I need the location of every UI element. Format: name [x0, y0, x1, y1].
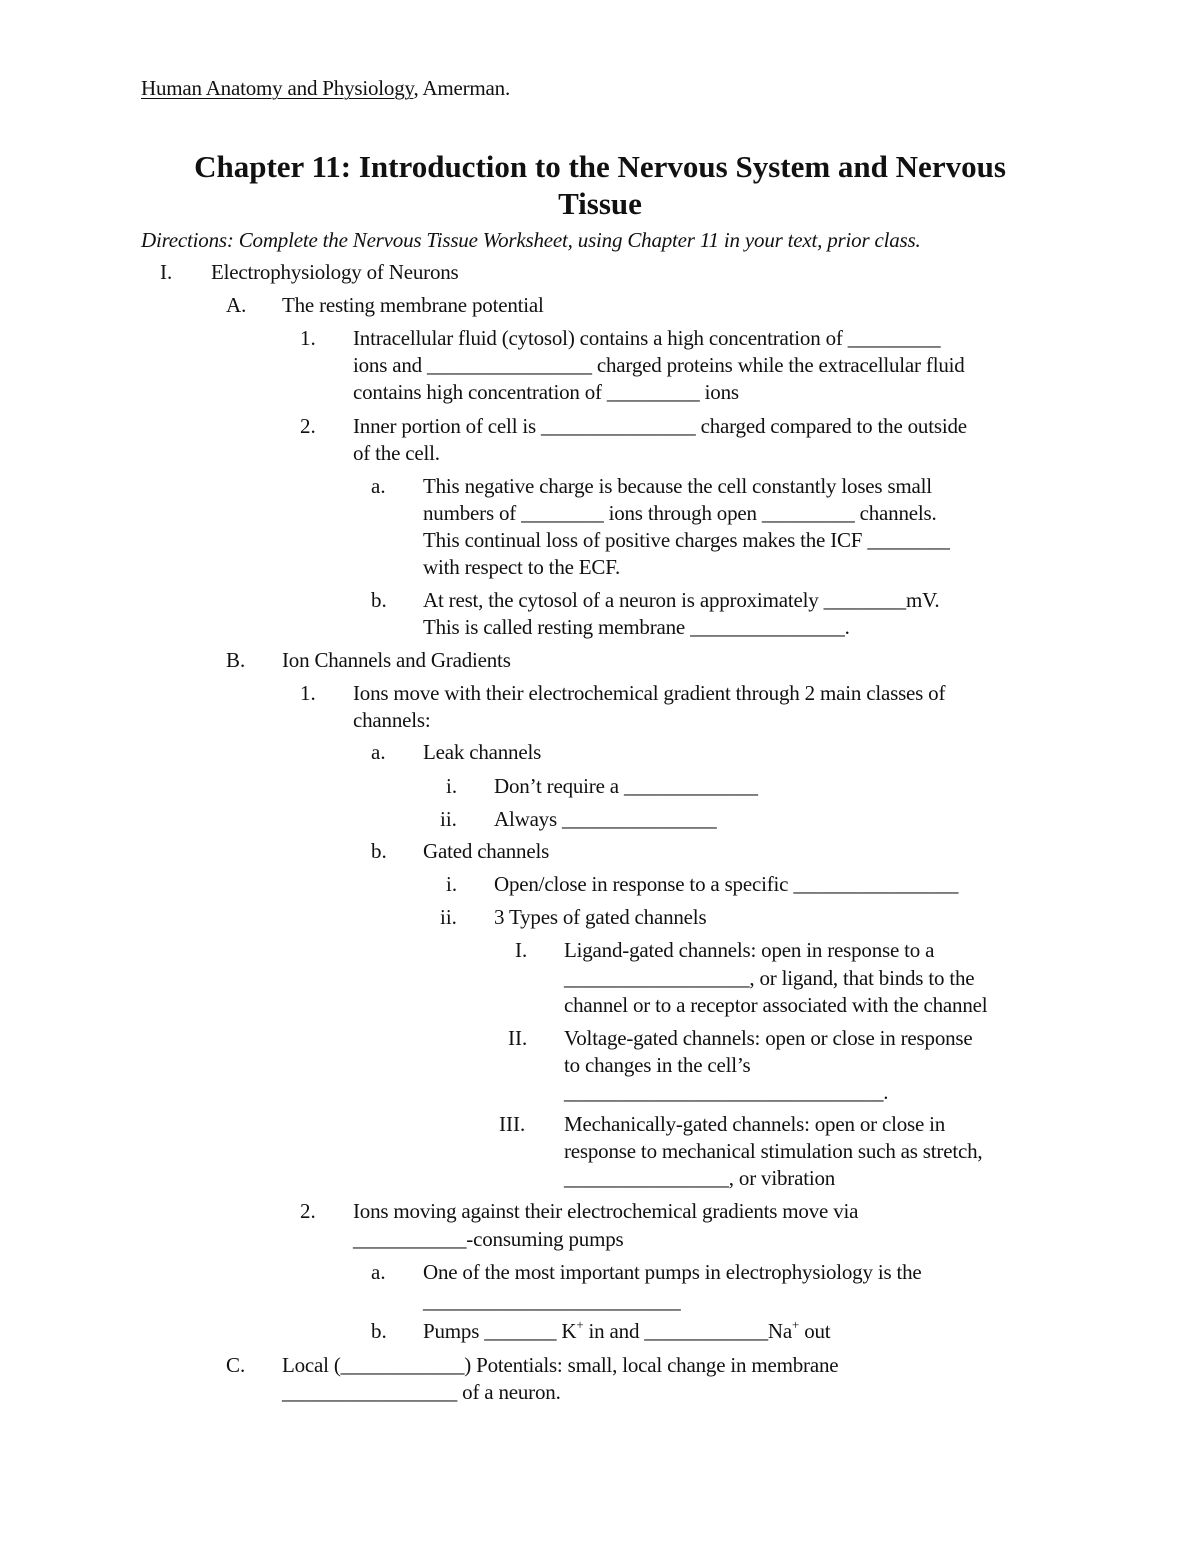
item-a2a-marker: a.: [371, 474, 386, 498]
item-b1a-ii-text: Always _______________: [494, 807, 717, 831]
gated-type-iii-line: response to mechanical stimulation such as stretch,: [564, 1139, 983, 1163]
gated-type-ii-marker: II.: [508, 1026, 528, 1050]
item-a2a-line: This negative charge is because the cell constantly loses small: [423, 474, 932, 498]
item-a2b-line: This is called resting membrane _______________.: [423, 615, 850, 639]
item-b2b-post: out: [799, 1319, 831, 1343]
item-b1-line: channels:: [353, 708, 431, 732]
gated-type-ii-line: Voltage-gated channels: open or close in response: [564, 1026, 973, 1050]
item-b2b-text: [423, 1318, 830, 1345]
gated-type-i-marker: I.: [515, 938, 528, 962]
directions: Directions: Complete the Nervous Tissue Worksheet, using Chapter 11 in your text, prior class.: [141, 228, 921, 252]
item-b1b-heading: Gated channels: [423, 839, 550, 863]
page-title-line-1: Chapter 11: Introduction to the Nervous System and Nervous: [194, 149, 1006, 184]
item-b1b-marker: b.: [371, 839, 387, 863]
item-b2b-mid: in and ____________Na: [583, 1319, 792, 1343]
gated-type-iii-line: Mechanically-gated channels: open or close in: [564, 1112, 946, 1136]
item-a2a-line: with respect to the ECF.: [423, 555, 621, 579]
section-c-line: Local (____________) Potentials: small, local change in membrane: [282, 1353, 839, 1377]
book-title: Human Anatomy and Physiology: [141, 76, 414, 100]
item-b1a-i-text: Don’t require a _____________: [494, 774, 758, 798]
section-c-marker: C.: [226, 1353, 246, 1377]
item-b2a-line: _________________________: [423, 1289, 681, 1313]
gated-type-ii-line: to changes in the cell’s: [564, 1053, 751, 1077]
item-b2a-line: One of the most important pumps in electrophysiology is the: [423, 1260, 922, 1284]
section-i-marker: I.: [160, 260, 173, 284]
item-b1-line: Ions move with their electrochemical gradient through 2 main classes of: [353, 681, 946, 705]
item-a2-marker: 2.: [300, 414, 316, 438]
item-a2-line: of the cell.: [353, 441, 440, 465]
item-b2-line: Ions moving against their electrochemical gradients move via: [353, 1199, 859, 1223]
gated-type-iii-line: ________________, or vibration: [564, 1166, 836, 1190]
item-b1-marker: 1.: [300, 681, 316, 705]
item-a2b-marker: b.: [371, 588, 387, 612]
section-c-line: _________________ of a neuron.: [282, 1380, 561, 1404]
item-a2-line: Inner portion of cell is _______________ charged compared to the outside: [353, 414, 967, 438]
item-a2a-line: numbers of ________ ions through open _________ channels.: [423, 501, 937, 525]
item-a1-line: Intracellular fluid (cytosol) contains a high concentration of _________: [353, 326, 941, 350]
section-a-marker: A.: [226, 293, 247, 317]
author-suffix: , Amerman.: [413, 76, 511, 100]
item-a1-line: contains high concentration of _________ ions: [353, 380, 739, 404]
gated-type-i-line: Ligand-gated channels: open in response to a: [564, 938, 935, 962]
item-b2b-pre: Pumps _______ K: [423, 1319, 577, 1343]
item-b2-marker: 2.: [300, 1199, 316, 1223]
item-b1b-i-text: Open/close in response to a specific ________________: [494, 872, 959, 896]
item-b1a-i-marker: i.: [446, 774, 458, 798]
item-b1a-ii-marker: ii.: [440, 807, 457, 831]
item-b2a-marker: a.: [371, 1260, 386, 1284]
item-b1a-heading: Leak channels: [423, 740, 542, 764]
gated-type-ii-line: _______________________________.: [564, 1080, 889, 1104]
na-superscript: +: [792, 1317, 800, 1332]
page-title-line-2: Tissue: [558, 186, 642, 221]
gated-type-i-line: __________________, or ligand, that binds to the: [564, 966, 975, 990]
item-b1a-marker: a.: [371, 740, 386, 764]
gated-type-iii-marker: III.: [499, 1112, 526, 1136]
k-superscript: +: [576, 1317, 584, 1332]
section-b-heading: Ion Channels and Gradients: [282, 648, 511, 672]
item-b2b-marker: b.: [371, 1319, 387, 1343]
item-b1b-ii-heading: 3 Types of gated channels: [494, 905, 707, 929]
section-i-heading: Electrophysiology of Neurons: [211, 260, 459, 284]
section-a-heading: The resting membrane potential: [282, 293, 544, 317]
item-b2-line: ___________-consuming pumps: [353, 1227, 624, 1251]
item-b1b-i-marker: i.: [446, 872, 458, 896]
item-a2b-line: At rest, the cytosol of a neuron is approximately ________mV.: [423, 588, 940, 612]
gated-type-i-line: channel or to a receptor associated with the channel: [564, 993, 988, 1017]
item-b1b-ii-marker: ii.: [440, 905, 457, 929]
item-a1-marker: 1.: [300, 326, 316, 350]
item-a2a-line: This continual loss of positive charges makes the ICF ________: [423, 528, 950, 552]
item-a1-line: ions and ________________ charged proteins while the extracellular fluid: [353, 353, 965, 377]
section-b-marker: B.: [226, 648, 246, 672]
header-citation: [141, 75, 510, 102]
